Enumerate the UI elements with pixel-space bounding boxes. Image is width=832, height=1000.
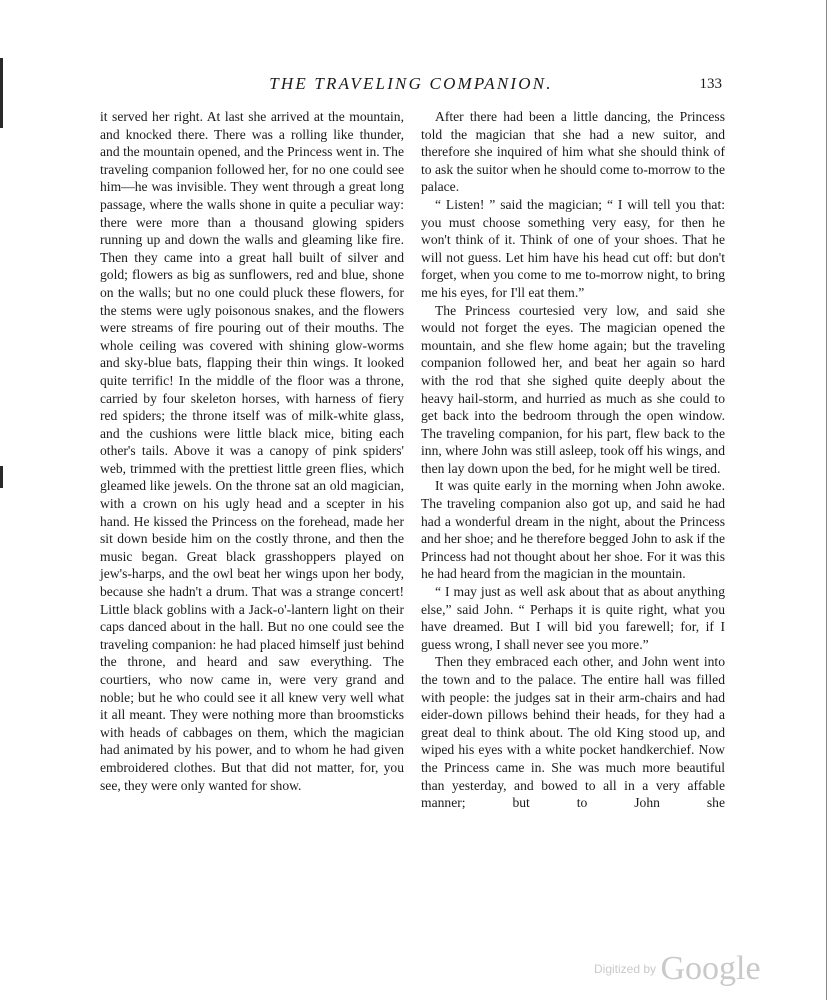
paragraph: “ I may just as well ask about that as about anything else,” said John. “ Perhaps it is quite right, what you have dreamed. But I will bid you farewell; for, if I guess wrong, I shall never see you more.” xyxy=(421,584,725,652)
paragraph: After there had been a little dancing, the Princess told the magician that she had a new suitor, and therefore she inquired of him what she should think of to ask the suitor when he should come to-morrow to the palace. xyxy=(421,109,725,195)
page-edge-line-right xyxy=(826,0,827,1000)
watermark-prefix: Digitized by xyxy=(594,962,657,976)
page-number: 133 xyxy=(699,76,722,92)
digitized-watermark xyxy=(594,950,761,988)
paragraph: It was quite early in the morning when John awoke. The traveling companion also got up, and said he had had a wonderful dream in the night, about the Princess and her shoe; and he therefore begged John to ask if the Princess had not thought about her shoe. For it was this he had heard from the magician in the mountain. xyxy=(421,478,725,582)
page-header xyxy=(100,74,722,98)
page-edge-mark-top xyxy=(0,58,3,128)
page-edge-mark-middle xyxy=(0,466,3,488)
paragraph: “ Listen! ” said the magician; “ I will tell you that: you must choose something very easy, for then he won't think of it. Think of one of your shoes. That he will not guess. Let him have his head cut off: but don't forget, when you come to me to-morrow night, to bring me his eyes, for I'll eat them.” xyxy=(421,196,725,300)
right-column xyxy=(421,108,725,812)
left-column xyxy=(100,108,404,794)
watermark-brand-logo: Google xyxy=(660,950,761,987)
paragraph: it served her right. At last she arrived at the mountain, and knocked there. There was a rolling like thunder, and the mountain opened, and the Princess went in. The traveling companion followed her, for no one could see him—he was invisible. They went through a great long passage, where the walls shone in quite a peculiar way: there were more than a thousand glowing spiders running up and down the walls and gleaming like fire. Then they came into a great hall built of silver and gold; flowers as big as sunflowers, red and blue, shone on the walls; but no one could pluck these flowers, for the stems were ugly poisonous snakes, and the flowers were streams of fire pouring out of their mouths. The whole ceiling was covered with shining glow-worms and sky-blue bats, flapping their thin wings. It looked quite terrific! In the middle of the floor was a throne, carried by four skeleton horses, with harness of fiery red spiders; the throne itself was of milk-white glass, and the cushions were little black mice, biting each other's tails. Above it was a canopy of pink spiders' web, trimmed with the prettiest little green flies, which gleamed like jewels. On the throne sat an old magician, with a crown on his ugly head and a scepter in his hand. He kissed the Princess on the forehead, made her sit down beside him on the costly throne, and then the music began. Great black grasshoppers played on jew's-harps, and the owl beat her wings upon her body, because she hadn't a drum. That was a strange concert! Little black goblins with a Jack-o'-lantern light on their caps danced about in the hall. But no one could see the traveling companion: he had placed himself just behind the throne, and heard and saw everything. The courtiers, who now came in, were very grand and noble; but he who could see it all knew very well what it all meant. They were nothing more than broomsticks with heads of cabbages on them, which the magician had animated by his power, and to whom he had given embroidered clothes. But that did not matter, for, you see, they were only wanted for show. xyxy=(100,109,404,793)
running-title: THE TRAVELING COMPANION. xyxy=(269,74,553,93)
paragraph: The Princess courtesied very low, and said she would not forget the eyes. The magician opened the mountain, and she flew home again; but the traveling companion followed her, and beat her again so hard with the rod that she sighed quite deeply about the heavy hail-storm, and hurried as much as she could to get back into the bedroom through the open window. The traveling companion, for his part, flew back to the inn, where John was still asleep, took off his wings, and then lay down upon the bed, for he might well be tired. xyxy=(421,302,725,476)
paragraph: Then they embraced each other, and John went into the town and to the palace. The entire hall was filled with people: the judges sat in their arm-chairs and had eider-down pillows behind their heads, for they had a great deal to think about. The old King stood up, and wiped his eyes with a white pocket handkerchief. Now the Princess came in. She was much more beautiful than yesterday, and bowed to all in a very affable manner; but to John she xyxy=(421,654,725,811)
